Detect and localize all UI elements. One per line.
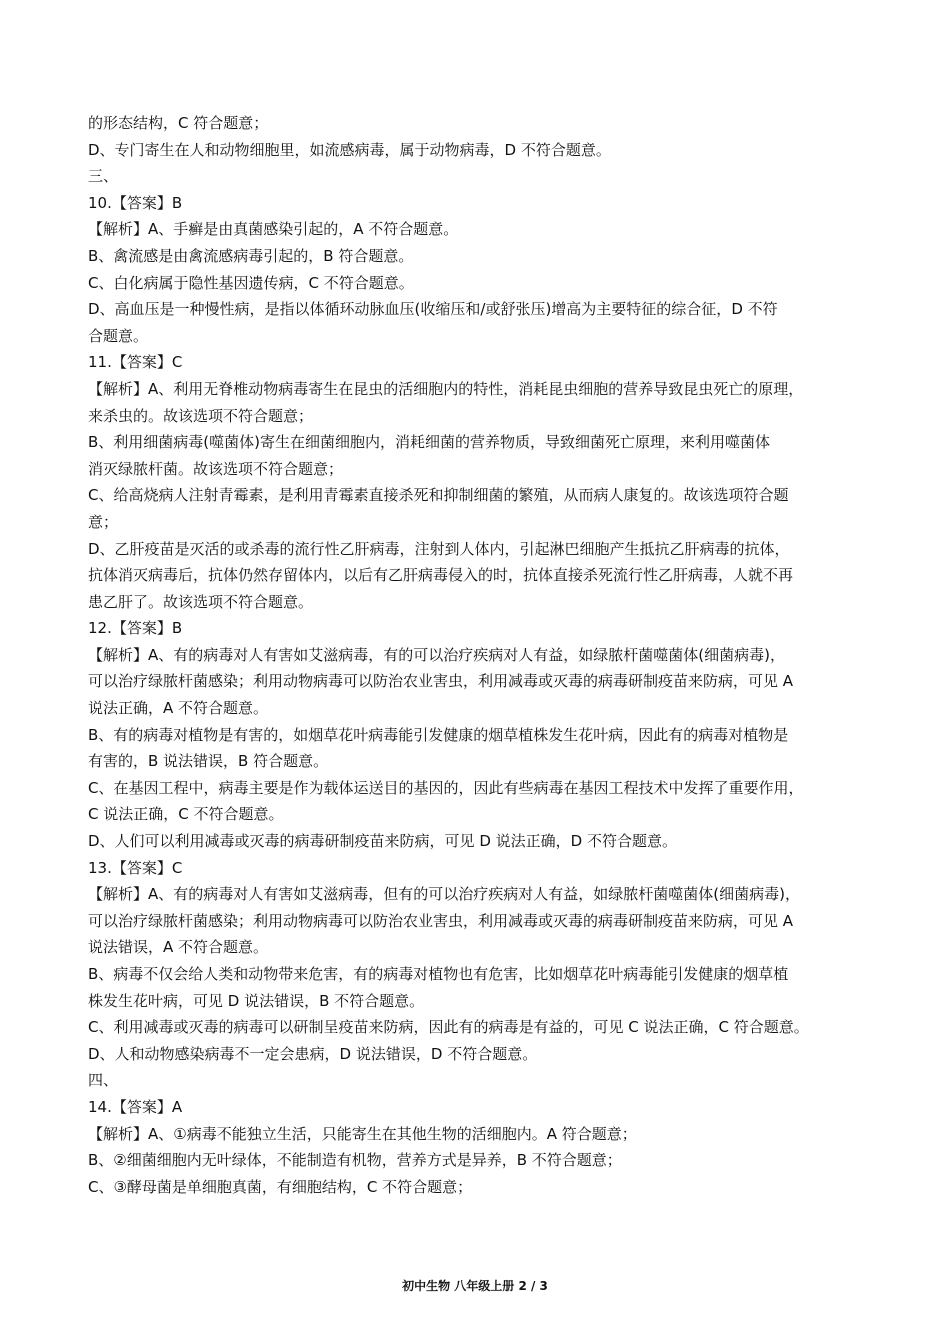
text-line: 抗体消灭病毒后，抗体仍然存留体内，以后有乙肝病毒侵入的时，抗体直接杀死流行性乙肝病毒，人就不再	[88, 566, 794, 585]
text-line: C、白化病属于隐性基因遗传病，C 不符合题意。	[88, 273, 414, 292]
text-line: 【解析】A、①病毒不能独立生活，只能寄生在其他生物的活细胞内。A 符合题意；	[88, 1124, 637, 1143]
text-line: C 说法正确，C 不符合题意。	[88, 805, 284, 824]
text-line: 【解析】A、手癣是由真菌感染引起的，A 不符合题意。	[88, 220, 459, 239]
section-heading: 三、	[88, 167, 119, 186]
section-heading: 四、	[88, 1071, 119, 1090]
document-body	[88, 110, 860, 1200]
page-footer: 初中生物 八年级上册 2 / 3	[402, 1279, 548, 1293]
text-line: 【解析】A、利用无脊椎动物病毒寄生在昆虫的活细胞内的特性，消耗昆虫细胞的营养导致昆虫死亡的原理，	[88, 379, 804, 398]
text-line: B、②细菌细胞内无叶绿体，不能制造有机物，营养方式是异养，B 不符合题意；	[88, 1151, 622, 1170]
text-line: B、有的病毒对植物是有害的，如烟草花叶病毒能引发健康的烟草植株发生花叶病，因此有的病毒对植物是	[88, 725, 789, 744]
text-line: 说法正确，A 不符合题意。	[88, 699, 269, 718]
text-line: B、禽流感是由禽流感病毒引起的，B 符合题意。	[88, 246, 414, 265]
answer-heading: 10.【答案】B	[88, 193, 183, 212]
text-line: D、乙肝疫苗是灭活的或杀毒的流行性乙肝病毒，注射到人体内，引起淋巴细胞产生抵抗乙肝病毒的抗体，	[88, 539, 790, 558]
text-line: B、利用细菌病毒(噬菌体)寄生在细菌细胞内，消耗细菌的营养物质，导致细菌死亡原理，来利用噬菌体	[88, 433, 770, 452]
text-line: 株发生花叶病，可见 D 说法错误，B 不符合题意。	[88, 991, 425, 1010]
text-line: 意；	[88, 512, 119, 531]
answer-heading: 13.【答案】C	[88, 858, 183, 877]
text-line: B、病毒不仅会给人类和动物带来危害，有的病毒对植物也有危害，比如烟草花叶病毒能引发健康的烟草植	[88, 965, 789, 983]
text-line: 的形态结构，C 符合题意；	[88, 114, 269, 132]
text-line: 消灭绿脓杆菌。故该选项不符合题意；	[88, 459, 344, 478]
answer-heading: 12.【答案】B	[88, 619, 183, 638]
text-line: 【解析】A、有的病毒对人有害如艾滋病毒，但有的可以治疗疾病对人有益，如绿脓杆菌噬菌体(细菌病毒)，	[88, 885, 800, 904]
text-line: 可以治疗绿脓杆菌感染；利用动物病毒可以防治农业害虫，利用减毒或灭毒的病毒研制疫苗来防病，可见 A	[88, 911, 794, 930]
text-line: C、在基因工程中，病毒主要是作为载体运送目的基因的，因此有些病毒在基因工程技术中发挥了重要作用，	[88, 778, 804, 797]
text-line: 来杀虫的。故该选项不符合题意；	[88, 406, 314, 425]
answer-heading: 11.【答案】C	[88, 353, 183, 372]
text-line: D、高血压是一种慢性病，是指以体循环动脉血压(收缩压和/或舒张压)增高为主要特征的综合征，D 不符	[88, 300, 778, 319]
text-line: 说法错误，A 不符合题意。	[88, 938, 269, 957]
text-line: 可以治疗绿脓杆菌感染；利用动物病毒可以防治农业害虫，利用减毒或灭毒的病毒研制疫苗来防病，可见 A	[88, 672, 794, 691]
text-line: D、专门寄生在人和动物细胞里，如流感病毒，属于动物病毒，D 不符合题意。	[88, 140, 611, 159]
text-line: 患乙肝了。故该选项不符合题意。	[88, 592, 314, 611]
text-line: C、③酵母菌是单细胞真菌，有细胞结构，C 不符合题意；	[88, 1177, 473, 1196]
text-line: 有害的，B 说法错误，B 符合题意。	[88, 752, 329, 771]
text-line: 【解析】A、有的病毒对人有害如艾滋病毒，有的可以治疗疾病对人有益，如绿脓杆菌噬菌体(细菌病毒)，	[88, 645, 785, 664]
text-line: D、人和动物感染病毒不一定会患病，D 说法错误，D 不符合题意。	[88, 1044, 538, 1063]
answer-heading: 14.【答案】A	[88, 1097, 183, 1116]
text-line: C、给高烧病人注射青霉素，是利用青霉素直接杀死和抑制细菌的繁殖，从而病人康复的。故该选项符合题	[88, 486, 789, 505]
text-line: D、人们可以利用减毒或灭毒的病毒研制疫苗来防病，可见 D 说法正确，D 不符合题意。	[88, 832, 677, 851]
text-line: C、利用减毒或灭毒的病毒可以研制呈疫苗来防病，因此有的病毒是有益的，可见 C 说法正确，C 符合题意。	[88, 1018, 809, 1037]
text-line: 合题意。	[88, 326, 149, 345]
